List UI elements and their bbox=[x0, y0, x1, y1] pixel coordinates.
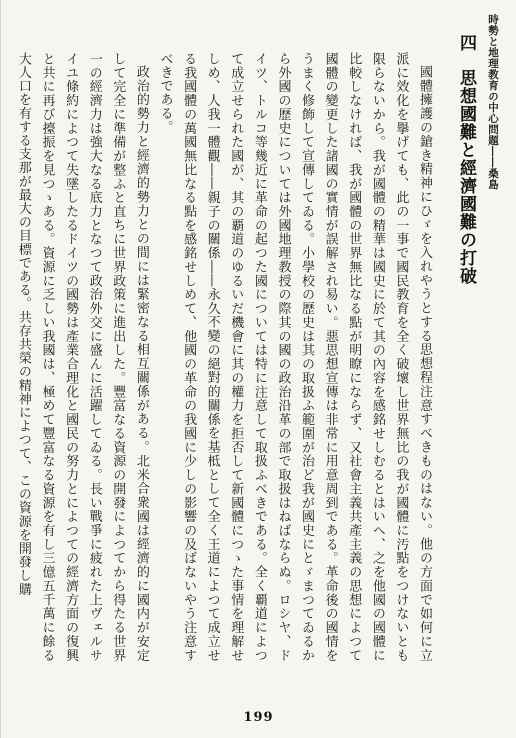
body-text bbox=[15, 52, 436, 662]
section-number: 四 bbox=[456, 34, 476, 52]
paragraph: 政治的勢力と經濟的勢力との間には緊密なる相互關係がある。北米合衆國は經濟的に國内が安定して完全に準備が整ふと直ちに世界政策に進出した。豐富なる資源の開發によつてから得たる世界一の經濟力は強大なる底力となつて政治外交に盛んに活躍してゐる。長い戰爭に疲れた上ヴェルサイユ條約によつて失墜したるドイツの國勢は產業合理化と國民の努力とによつての經濟方面の復興と共に再び擡振を見つゝある。資源に乏しい我國は、極めて豐富なる資源を有し三億五千萬に餘る大人口を有する支那が最大の目標である。共存共榮の精神によつて、この資源を開發し購 bbox=[15, 52, 149, 662]
page-number: 199 bbox=[243, 710, 274, 725]
running-head: 時勢と地理教育の中心問題――桑島 bbox=[487, 14, 499, 190]
paragraph: 國體擁護の鎗き精神にひゞを入れやうとする思想程注意すべきものはない。他の方面で如何に立派に效化を擧げても、此の一事で國民教育を全く破壞し世界無比の我が國體に汚點をつけないとも限らないから。我が國體の精華は國史に於て其の內容を感銘せしむるとはいへ、之を他國の國體に比較しなければ、我が國體の世界無比なる點が明瞭にならず、又社會主義共產主義の思想によつて國體の變更した諸國の實情が誤解され易い。悪思想宣傳は非常に用意周到である。革命後の國情をうまく修飾して宣傳してゐる。小學校の歷史は其の取扱ふ範圍が治ど我が國史にとゞまつてゐるから外國の歷史については外國地理教授の際其の國の政治沿革の部で取扱はねばならぬ。ロシヤ、ドイツ、トルコ等幾近に革命の起つた國については特に注意して取扱ふべきである。全く覇道によつて成立せられた國が、其の覇道のゆるいだ機會に其の權力を拒否して新國體につゝた事情を理解せしめ、人我一體觀――親子の關係――永久不變の絕對的關係を基柢として全く王道によつて成立せる我國體の萬國無比なる點を感銘せしめて、他國の革命の我國に少しの影響の及ばないやう注意すべきである。 bbox=[157, 52, 432, 662]
section-title: 思想國難と經濟國難の打破 bbox=[456, 68, 476, 285]
section-heading bbox=[456, 34, 476, 334]
